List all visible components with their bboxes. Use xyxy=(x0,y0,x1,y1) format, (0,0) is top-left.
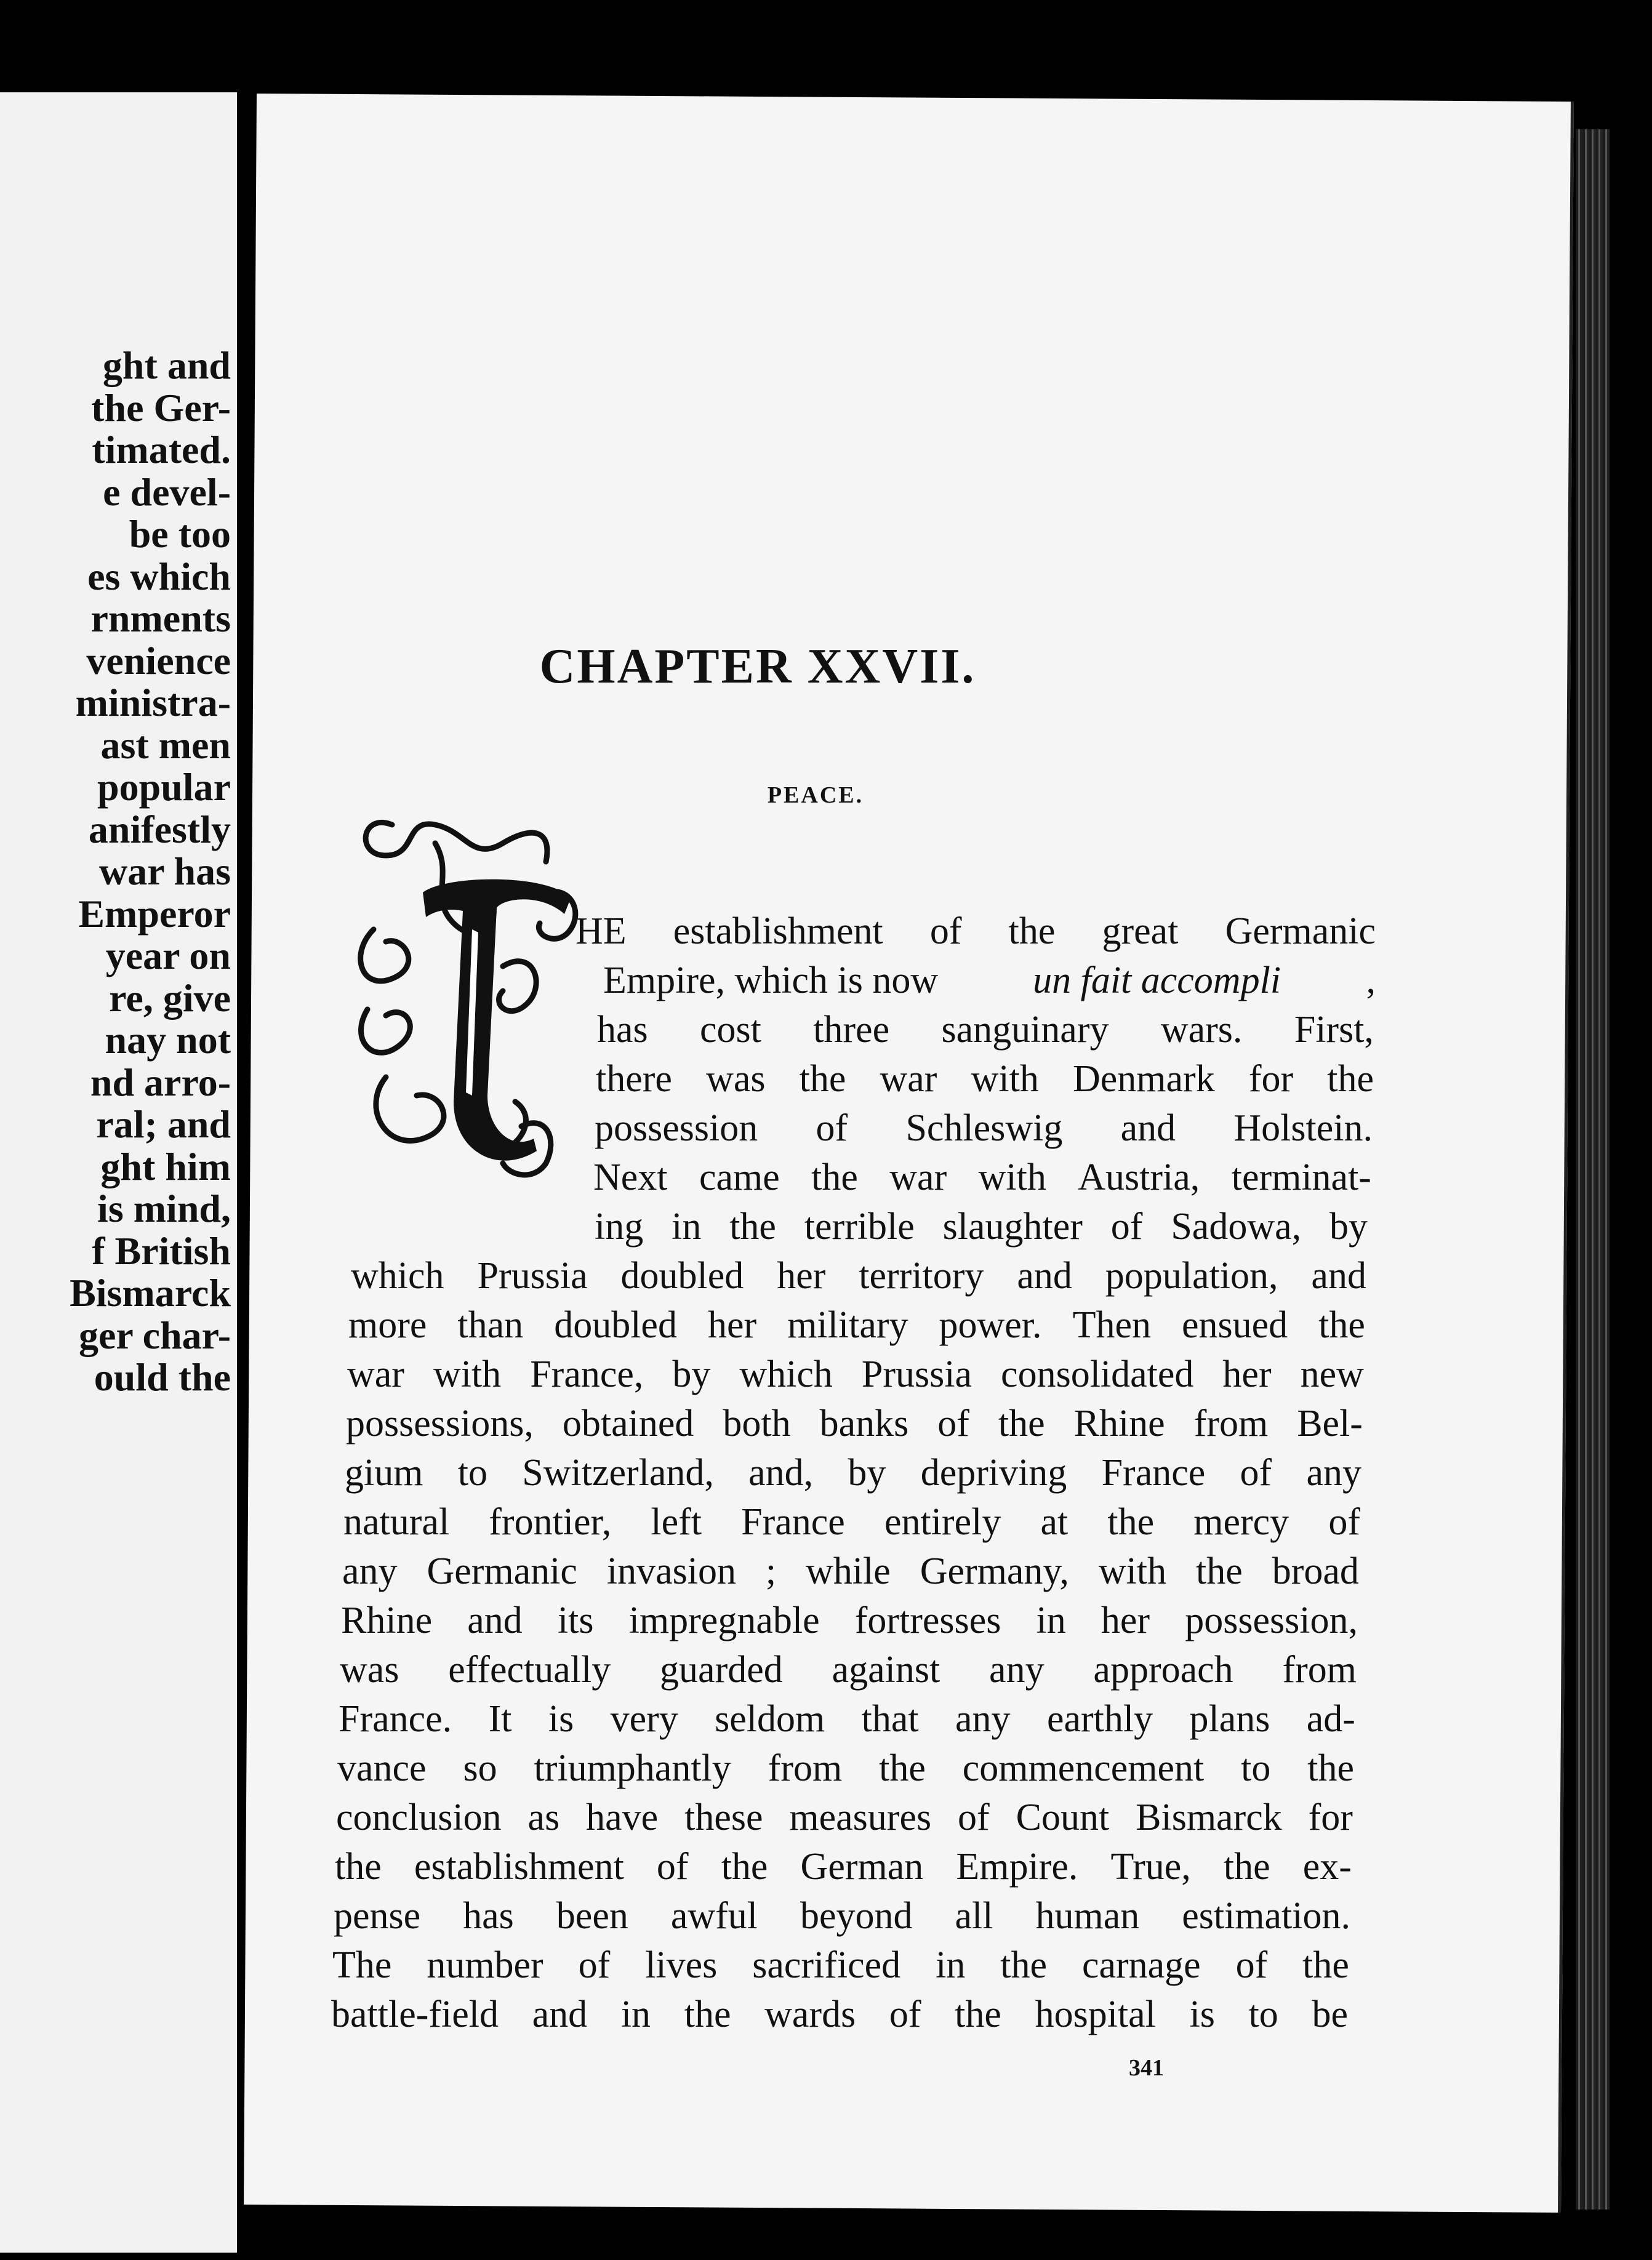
body-line xyxy=(336,1798,1353,1837)
body-line xyxy=(340,1651,1357,1689)
word: doubled xyxy=(620,1255,744,1297)
body-line xyxy=(331,1995,1348,2034)
word: from xyxy=(768,1747,843,1789)
word: and xyxy=(1017,1255,1072,1297)
word: in xyxy=(1036,1600,1066,1641)
word: measures xyxy=(789,1797,932,1838)
body-line xyxy=(351,1257,1366,1295)
word: cost xyxy=(699,1009,761,1051)
body-line xyxy=(342,1552,1359,1590)
word: seldom xyxy=(715,1698,825,1740)
word: has xyxy=(463,1895,514,1937)
word: in xyxy=(936,1944,966,1986)
word: establishment xyxy=(414,1846,624,1888)
word: has xyxy=(597,1009,648,1051)
word: Then xyxy=(1072,1304,1151,1346)
word: banks xyxy=(819,1403,909,1445)
text-fragment: Empire, which is now xyxy=(603,960,948,1001)
word: doubled xyxy=(554,1304,677,1346)
left-page-line: the Ger- xyxy=(91,385,231,430)
left-page-line: e devel- xyxy=(103,470,231,514)
body-line xyxy=(596,1060,1374,1098)
word: of xyxy=(929,910,962,952)
body-line xyxy=(595,1208,1368,1246)
word: the xyxy=(684,1994,731,2035)
word: territory xyxy=(859,1255,984,1297)
word: both xyxy=(723,1403,791,1445)
body-line xyxy=(339,1700,1355,1738)
word: power. xyxy=(939,1304,1042,1346)
left-page-line: be too xyxy=(129,512,231,556)
word: the xyxy=(1223,1846,1270,1888)
page-number: 341 xyxy=(1129,2055,1164,2081)
text-fragment xyxy=(334,1897,1350,1935)
left-page-line: timated. xyxy=(92,428,231,471)
text-fragment xyxy=(347,1355,1364,1393)
word: ing xyxy=(595,1206,644,1248)
word: war xyxy=(880,1058,937,1100)
word: there xyxy=(596,1058,672,1100)
word: Rhine xyxy=(1073,1403,1165,1445)
left-page-line: re, give xyxy=(109,976,231,1020)
word: Germany, xyxy=(920,1550,1069,1592)
word: slaughter xyxy=(942,1206,1083,1248)
word: in xyxy=(672,1206,702,1248)
word: that xyxy=(861,1698,919,1740)
word: her xyxy=(777,1255,826,1297)
word: guarded xyxy=(660,1649,783,1691)
left-page-line: ministra- xyxy=(75,681,231,724)
word: depriving xyxy=(920,1452,1067,1494)
italic-phrase: un fait accompli xyxy=(1033,960,1281,1001)
text-fragment xyxy=(345,1454,1361,1492)
word: at xyxy=(1040,1501,1069,1543)
word: and, xyxy=(748,1452,814,1494)
body-line xyxy=(348,1306,1365,1344)
body-line xyxy=(334,1897,1350,1935)
text-fragment xyxy=(595,1208,1368,1246)
word: new xyxy=(1300,1353,1364,1395)
body-line xyxy=(345,1454,1361,1492)
word: impregnable xyxy=(628,1600,820,1641)
word: three xyxy=(813,1009,890,1051)
text-fragment xyxy=(597,1011,1374,1049)
word: Prussia xyxy=(861,1353,972,1395)
word: been xyxy=(556,1895,628,1937)
word: any xyxy=(989,1649,1045,1691)
text-fragment xyxy=(348,1306,1365,1344)
word: against xyxy=(832,1649,940,1691)
word: and xyxy=(1311,1255,1366,1297)
left-page-line: f British xyxy=(92,1228,231,1273)
word: war xyxy=(347,1353,404,1395)
body-line xyxy=(597,1011,1374,1049)
word: the xyxy=(998,1403,1045,1445)
word: was xyxy=(706,1058,766,1100)
word: with xyxy=(978,1156,1046,1198)
word: her xyxy=(707,1304,757,1346)
word: Count xyxy=(1016,1797,1110,1838)
word: Empire. xyxy=(956,1846,1078,1888)
word: ; xyxy=(765,1550,777,1592)
word: is xyxy=(548,1698,574,1740)
word: by xyxy=(672,1353,711,1395)
word: human xyxy=(1035,1895,1140,1937)
word: war xyxy=(889,1156,947,1198)
word: the xyxy=(811,1156,858,1198)
word: with xyxy=(433,1353,502,1395)
word: Next xyxy=(593,1156,668,1198)
word: beyond xyxy=(800,1895,913,1937)
word: wards xyxy=(764,1994,856,2035)
word: and xyxy=(467,1600,523,1641)
left-page-line: ger char- xyxy=(79,1313,231,1357)
word: the xyxy=(955,1994,1001,2035)
word: the xyxy=(1107,1501,1155,1543)
word: The xyxy=(332,1944,392,1986)
word: plans xyxy=(1189,1698,1270,1740)
left-page-line: ral; and xyxy=(96,1102,231,1146)
word: the xyxy=(1000,1944,1048,1986)
word: mercy xyxy=(1193,1501,1289,1543)
word: the xyxy=(1302,1944,1349,1986)
text-fragment xyxy=(335,1848,1352,1886)
word: HE xyxy=(575,910,627,952)
word: possession xyxy=(595,1107,758,1149)
word: the xyxy=(729,1206,776,1248)
word: the xyxy=(1327,1058,1374,1100)
word: was xyxy=(340,1649,399,1691)
text-fragment xyxy=(340,1651,1357,1689)
ornamental-drop-cap xyxy=(349,806,595,1194)
word: from xyxy=(1282,1649,1357,1691)
word: approach xyxy=(1093,1649,1233,1691)
word: very xyxy=(610,1698,678,1740)
word: frontier, xyxy=(489,1501,612,1543)
word: Bel- xyxy=(1297,1403,1363,1445)
word: possession, xyxy=(1185,1600,1358,1641)
book-spine-edge xyxy=(1576,129,1610,2210)
body-line xyxy=(595,1109,1373,1147)
word: lives xyxy=(645,1944,718,1986)
word: of xyxy=(1328,1501,1360,1543)
word: its xyxy=(557,1600,594,1641)
word: with xyxy=(1098,1550,1167,1592)
word: of xyxy=(889,1994,921,2035)
text-fragment xyxy=(337,1749,1354,1787)
word: by xyxy=(848,1452,886,1494)
word: of xyxy=(656,1846,689,1888)
left-page-line: Emperor xyxy=(78,891,231,936)
word: broad xyxy=(1272,1550,1359,1592)
word: the xyxy=(879,1747,926,1789)
word: of xyxy=(816,1107,848,1149)
word: Sadowa, xyxy=(1171,1206,1302,1248)
word: with xyxy=(971,1058,1039,1100)
word: triumphantly xyxy=(534,1747,731,1789)
word: effectually xyxy=(448,1649,611,1691)
word: the xyxy=(721,1846,768,1888)
text-fragment: , xyxy=(1366,960,1376,1001)
text-fragment xyxy=(331,1995,1348,2034)
left-page-line: is mind, xyxy=(97,1187,231,1230)
word: wars. xyxy=(1160,1009,1243,1051)
left-page xyxy=(0,92,237,2253)
body-line xyxy=(341,1601,1358,1640)
word: France xyxy=(741,1501,845,1543)
text-fragment xyxy=(346,1404,1363,1443)
text-fragment xyxy=(341,1601,1358,1640)
word: the xyxy=(1318,1304,1365,1346)
word: natural xyxy=(343,1501,450,1543)
body-line xyxy=(337,1749,1354,1787)
body-line xyxy=(575,912,1376,950)
word: Bismarck xyxy=(1136,1797,1282,1838)
body-line xyxy=(346,1404,1363,1443)
left-page-line: nay not xyxy=(105,1018,231,1062)
left-page-line: anifestly xyxy=(88,807,231,851)
body-line xyxy=(343,1503,1360,1541)
word: France. xyxy=(339,1698,452,1740)
text-fragment xyxy=(595,1109,1373,1147)
word: Holstein. xyxy=(1233,1107,1373,1149)
text-fragment xyxy=(339,1700,1355,1738)
word: her xyxy=(1222,1353,1272,1395)
word: commencement xyxy=(962,1747,1205,1789)
left-page-line: year on xyxy=(105,934,231,977)
left-page-line: nd arro- xyxy=(90,1060,231,1104)
left-page-line: ast men xyxy=(100,723,231,767)
word: of xyxy=(1235,1944,1268,1986)
word: to xyxy=(457,1452,487,1494)
word: ensued xyxy=(1182,1304,1288,1346)
word: First, xyxy=(1294,1009,1374,1051)
word: Germanic xyxy=(427,1550,577,1592)
word: the xyxy=(1307,1747,1354,1789)
word: from xyxy=(1193,1403,1269,1445)
word: France xyxy=(1101,1452,1206,1494)
word: which xyxy=(739,1353,833,1395)
section-title: PEACE. xyxy=(767,782,864,808)
word: German xyxy=(800,1846,924,1888)
word: the xyxy=(1196,1550,1243,1592)
word: more xyxy=(348,1304,427,1346)
word: sacrificed xyxy=(752,1944,901,1986)
word: came xyxy=(699,1156,780,1198)
word: the xyxy=(799,1058,846,1100)
word: for xyxy=(1308,1797,1353,1838)
chapter-title: CHAPTER XXVII. xyxy=(539,639,976,694)
word: Switzerland, xyxy=(522,1452,714,1494)
text-fragment xyxy=(332,1946,1349,1984)
word: Germanic xyxy=(1225,910,1376,952)
word: terminat- xyxy=(1231,1156,1371,1198)
word: population, xyxy=(1105,1255,1278,1297)
word: number xyxy=(427,1944,543,1986)
word: obtained xyxy=(562,1403,694,1445)
word: the xyxy=(1008,910,1056,952)
text-fragment xyxy=(596,1060,1374,1098)
word: earthly xyxy=(1046,1698,1153,1740)
word: fortresses xyxy=(854,1600,1001,1641)
word: Austria, xyxy=(1078,1156,1200,1198)
word: great xyxy=(1102,910,1179,952)
word: while xyxy=(806,1550,891,1592)
word: than xyxy=(457,1304,524,1346)
word: estimation. xyxy=(1182,1895,1350,1937)
left-page-line: rnments xyxy=(90,596,231,640)
left-page-line: ght and xyxy=(102,343,231,387)
left-page-line: venience xyxy=(86,638,231,683)
word: of xyxy=(937,1403,969,1445)
word: True, xyxy=(1110,1846,1191,1888)
word: left xyxy=(651,1501,702,1543)
word: ex- xyxy=(1302,1846,1352,1888)
word: any xyxy=(955,1698,1011,1740)
word: invasion xyxy=(606,1550,736,1592)
word: France, xyxy=(530,1353,644,1395)
text-fragment xyxy=(351,1257,1366,1295)
word: Denmark xyxy=(1072,1058,1215,1100)
word: of xyxy=(958,1797,990,1838)
text-fragment xyxy=(343,1503,1360,1541)
text-fragment xyxy=(593,1158,1371,1196)
word: any xyxy=(342,1550,398,1592)
word: of xyxy=(578,1944,611,1986)
word: is xyxy=(1189,1994,1215,2035)
word: so xyxy=(463,1747,497,1789)
word: vance xyxy=(337,1747,427,1789)
left-page-line: popular xyxy=(97,765,231,809)
text-fragment xyxy=(342,1552,1359,1590)
word: Schleswig xyxy=(905,1107,1063,1149)
word: carnage xyxy=(1081,1944,1201,1986)
body-line xyxy=(332,1946,1349,1984)
word: battle-field xyxy=(331,1994,499,2035)
word: Rhine xyxy=(341,1600,433,1641)
word: to xyxy=(1248,1994,1278,2035)
word: conclusion xyxy=(336,1797,502,1838)
word: establishment xyxy=(673,910,883,952)
text-fragment xyxy=(336,1798,1353,1837)
word: have xyxy=(586,1797,659,1838)
word: consolidated xyxy=(1001,1353,1194,1395)
word: to xyxy=(1241,1747,1271,1789)
word: for xyxy=(1248,1058,1294,1100)
word: and xyxy=(532,1994,588,2035)
left-page-line: ould the xyxy=(94,1355,231,1399)
word: any xyxy=(1306,1452,1361,1494)
left-page-line: Bismarck xyxy=(70,1271,231,1315)
word: awful xyxy=(670,1895,758,1937)
word: terrible xyxy=(804,1206,915,1248)
word: by xyxy=(1329,1206,1368,1248)
word: and xyxy=(1120,1107,1176,1149)
word: all xyxy=(955,1895,993,1937)
left-page-line: ght him xyxy=(100,1144,231,1188)
body-line xyxy=(347,1355,1364,1393)
word: of xyxy=(1240,1452,1272,1494)
word: her xyxy=(1101,1600,1150,1641)
word: as xyxy=(527,1797,560,1838)
word: the xyxy=(335,1846,382,1888)
word: possessions, xyxy=(346,1403,534,1445)
word: entirely xyxy=(884,1501,1001,1543)
word: these xyxy=(684,1797,763,1838)
word: gium xyxy=(345,1452,423,1494)
word: which xyxy=(351,1255,444,1297)
body-line xyxy=(335,1848,1352,1886)
body-line xyxy=(603,961,1376,1000)
word: sanguinary xyxy=(941,1009,1109,1051)
word: in xyxy=(620,1994,651,2035)
body-line xyxy=(593,1158,1371,1196)
word: It xyxy=(488,1698,512,1740)
word: be xyxy=(1312,1994,1348,2035)
left-page-line: es which xyxy=(87,554,231,598)
word: of xyxy=(1110,1206,1143,1248)
word: hospital xyxy=(1035,1994,1156,2035)
left-page-line: war has xyxy=(99,849,231,893)
word: military xyxy=(787,1304,908,1346)
word: pense xyxy=(334,1895,421,1937)
word: Prussia xyxy=(477,1255,588,1297)
text-fragment xyxy=(575,912,1376,950)
word: ad- xyxy=(1306,1698,1355,1740)
